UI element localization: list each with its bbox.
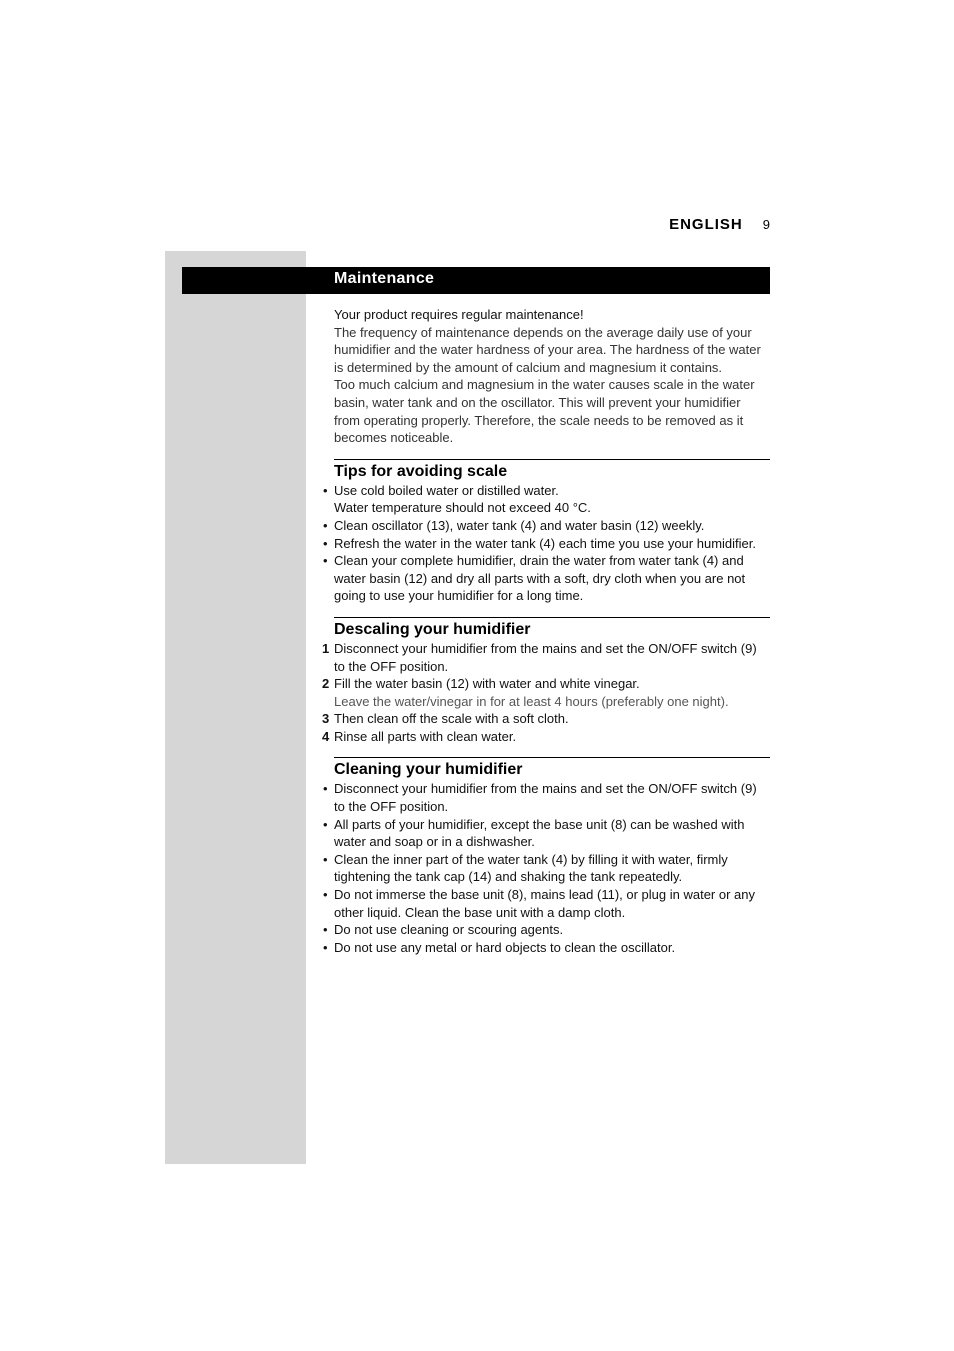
page-number: 9 [762,217,770,232]
step-item: 2 Fill the water basin (12) with water and white vinegar. Leave the water/vinegar in for at least 4 hours (preferably one night). [322,676,729,709]
gray-sidebar [165,251,306,1164]
bullet-marker: • [323,922,328,938]
page-header [669,216,770,233]
step-item: 3 Then clean off the scale with a soft cloth. [322,711,569,727]
descaling-steps [322,640,770,746]
section-title-tips: Tips for avoiding scale [334,462,508,480]
list-item: • Refresh the water in the water tank (4) each time you use your humidifier. [323,535,756,551]
bullet-marker: • [323,816,328,832]
section-divider [334,459,770,460]
tips-list [323,482,770,605]
section-title-descaling: Descaling your humidifier [334,620,531,638]
step-item: 4 Rinse all parts with clean water. [322,728,517,744]
step-item: 1 Disconnect your humidifier from the mains and set the ON/OFF switch (9) to the OFF position. [322,640,757,674]
bullet-marker: • [323,851,328,867]
list-item: • Use cold boiled water or distilled water. Water temperature should not exceed 40 °C. [323,482,591,516]
step-number: 4 [322,728,330,744]
section-divider [334,757,770,758]
list-item: • Do not use any metal or hard objects to clean the oscillator. [323,939,676,955]
main-content [322,306,770,956]
bullet-marker: • [323,939,328,955]
list-item: • All parts of your humidifier, except the base unit (8) can be washed with water and soap or in a dishwasher. [323,816,745,850]
bullet-marker: • [323,535,328,551]
section-title-cleaning: Cleaning your humidifier [334,761,523,779]
language-label: ENGLISH [669,216,743,233]
title-bar [182,267,770,294]
bullet-marker: • [323,482,328,498]
intro-lead: Your product requires regular maintenance! [334,307,584,322]
intro-paragraph-2: Too much calcium and magnesium in the water causes scale in the water basin, water tank and on the oscillator. This will prevent your humidifier from operating properly. Therefore, the scale needs to be removed as it becomes noticeable. [334,377,755,446]
bullet-marker: • [323,781,328,797]
list-item: • Do not immerse the base unit (8), mains lead (11), or plug in water or any other liquid. Clean the base unit with a damp cloth. [323,887,756,920]
list-item: • Clean your complete humidifier, drain the water from water tank (4) and water basin (12) and dry all parts with a soft, dry cloth when you are not going to use your humidifier for a long time. [323,553,746,604]
list-item: • Clean the inner part of the water tank (4) by filling it with water, firmly tightening the tank cap (14) and shaking the tank repeatedly. [323,851,728,885]
step-number: 2 [322,676,330,692]
intro-paragraph-1: The frequency of maintenance depends on the average daily use of your humidifier and the water hardness of your area. The hardness of the water is determined by the amount of calcium and magnesium it contains. [334,324,761,375]
bullet-marker: • [323,553,328,569]
step-note: Leave the water/vinegar in for at least 4 hours (preferably one night). [334,693,729,709]
list-item: • Do not use cleaning or scouring agents. [323,922,564,938]
step-number: 3 [322,711,330,727]
list-item-extra: Water temperature should not exceed 40 °C. [334,500,591,516]
bullet-marker: • [323,887,328,903]
cleaning-list [323,780,770,956]
section-divider [334,617,770,618]
list-item: • Disconnect your humidifier from the mains and set the ON/OFF switch (9) to the OFF position. [323,781,757,815]
step-number: 1 [322,640,330,656]
bullet-marker: • [323,517,328,533]
list-item: • Clean oscillator (13), water tank (4) and water basin (12) weekly. [323,517,705,533]
page-title: Maintenance [334,270,435,287]
